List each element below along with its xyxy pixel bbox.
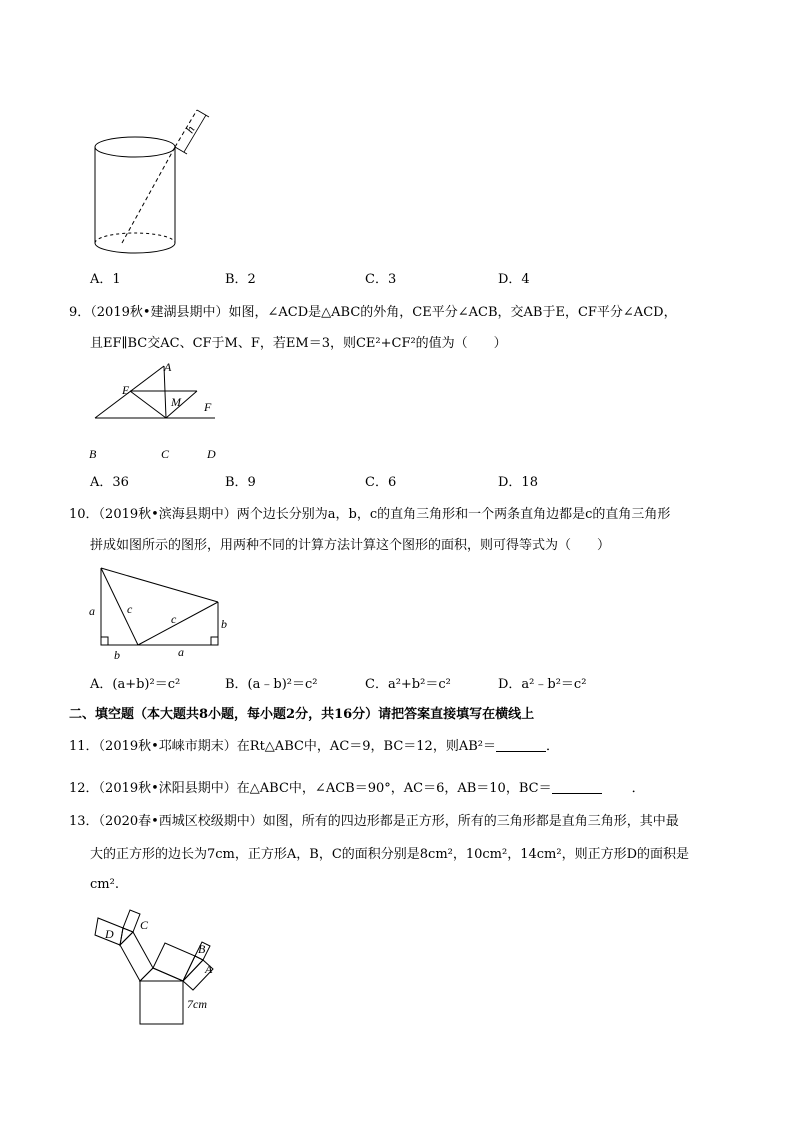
label-A: A [205,962,213,976]
label-C: C [140,918,149,932]
q12-answer-blank[interactable] [552,781,602,794]
q10-option-a[interactable]: A．(a+b)²＝c² [90,677,181,692]
q9-stem-line1: 9．（2019秋•建湖县期中）如图，∠ACD是△ABC的外角，CE平分∠ACB，交AB于E，CF平分∠ACD， [69,305,677,320]
label-b-bottom: b [114,648,120,662]
square-7cm [140,981,183,1024]
section2-heading: 二、填空题（本大题共8小题，每小题2分，共16分）请把答案直接填写在横线上 [69,707,535,722]
q8-option-d[interactable]: D．4 [498,272,530,287]
q9-option-c[interactable]: C．6 [365,475,397,490]
q11-answer-blank[interactable] [496,739,546,752]
q9-option-d[interactable]: D．18 [498,475,538,490]
q8-option-c[interactable]: C．3 [365,272,397,287]
q11 [69,738,559,756]
q13-stem-line3: cm². [90,877,119,892]
q9-stem-line2: 且EF∥BC交AC、CF于M、F，若EM＝3，则CE²+CF²的值为（ ） [90,336,507,351]
q12-text: 12．（2019秋•沭阳县期中）在△ABC中，∠ACB＝90°，AC＝6，AB＝10，BC＝ [69,781,552,796]
label-B: B [198,942,206,956]
q9-option-a[interactable]: A．36 [90,475,129,490]
q13-pythagoras-tree-figure [85,900,245,1040]
label-E: E [122,383,130,397]
label-D: D [207,447,216,461]
q13-stem-line2: 大的正方形的边长为7cm，正方形A，B，C的面积分别是8cm²，10cm²，14cm²，则正方形D的面积是 [90,847,690,862]
q12 [69,780,645,798]
q9-triangle-figure [85,360,235,460]
q9-option-b[interactable]: B．9 [225,475,256,490]
q11-text: 11．（2019秋•邛崃市期末）在Rt△ABC中，AC＝9，BC＝12，则AB²＝ [69,739,496,754]
label-a-left: a [89,604,95,618]
q10-stem-line2: 拼成如图所示的图形，用两种不同的计算方法计算这个图形的面积，则可得等式为（ ） [90,538,611,553]
label-C: C [161,447,170,461]
straw-inside [122,147,175,243]
label-c-lower: c [171,612,177,626]
q10-option-d[interactable]: D．a²﹣b²＝c² [498,677,587,692]
q8-option-a[interactable]: A．1 [90,272,121,287]
label-a-bottom: a [178,645,184,659]
q10-option-b[interactable]: B．(a﹣b)²＝c² [225,677,318,692]
label-D: D [105,927,114,941]
h-label: h [182,123,198,136]
label-c-upper: c [127,602,133,616]
label-7cm: 7cm [187,997,207,1011]
q10-option-c[interactable]: C．a²+b²＝c² [365,677,451,692]
label-A: A [164,360,172,374]
q13-stem-line1: 13．（2020春•西城区校级期中）如图，所有的四边形都是正方形，所有的三角形都是直角三角形，其中最 [69,814,679,829]
label-F: F [204,400,212,414]
q10-trapezoid-figure [85,565,235,665]
q10-stem-line1: 10．（2019秋•滨海县期中）两个边长分别为a，b，c的直角三角形和一个两条直角边都是c的直角三角形 [69,507,671,522]
q8-option-b[interactable]: B．2 [225,272,256,287]
label-B: B [89,447,97,461]
q12-end: ． [631,781,645,796]
q8-cylinder-figure [80,100,230,260]
q11-end: ． [545,739,559,754]
label-M: M [171,395,181,409]
label-b-right: b [221,617,227,631]
